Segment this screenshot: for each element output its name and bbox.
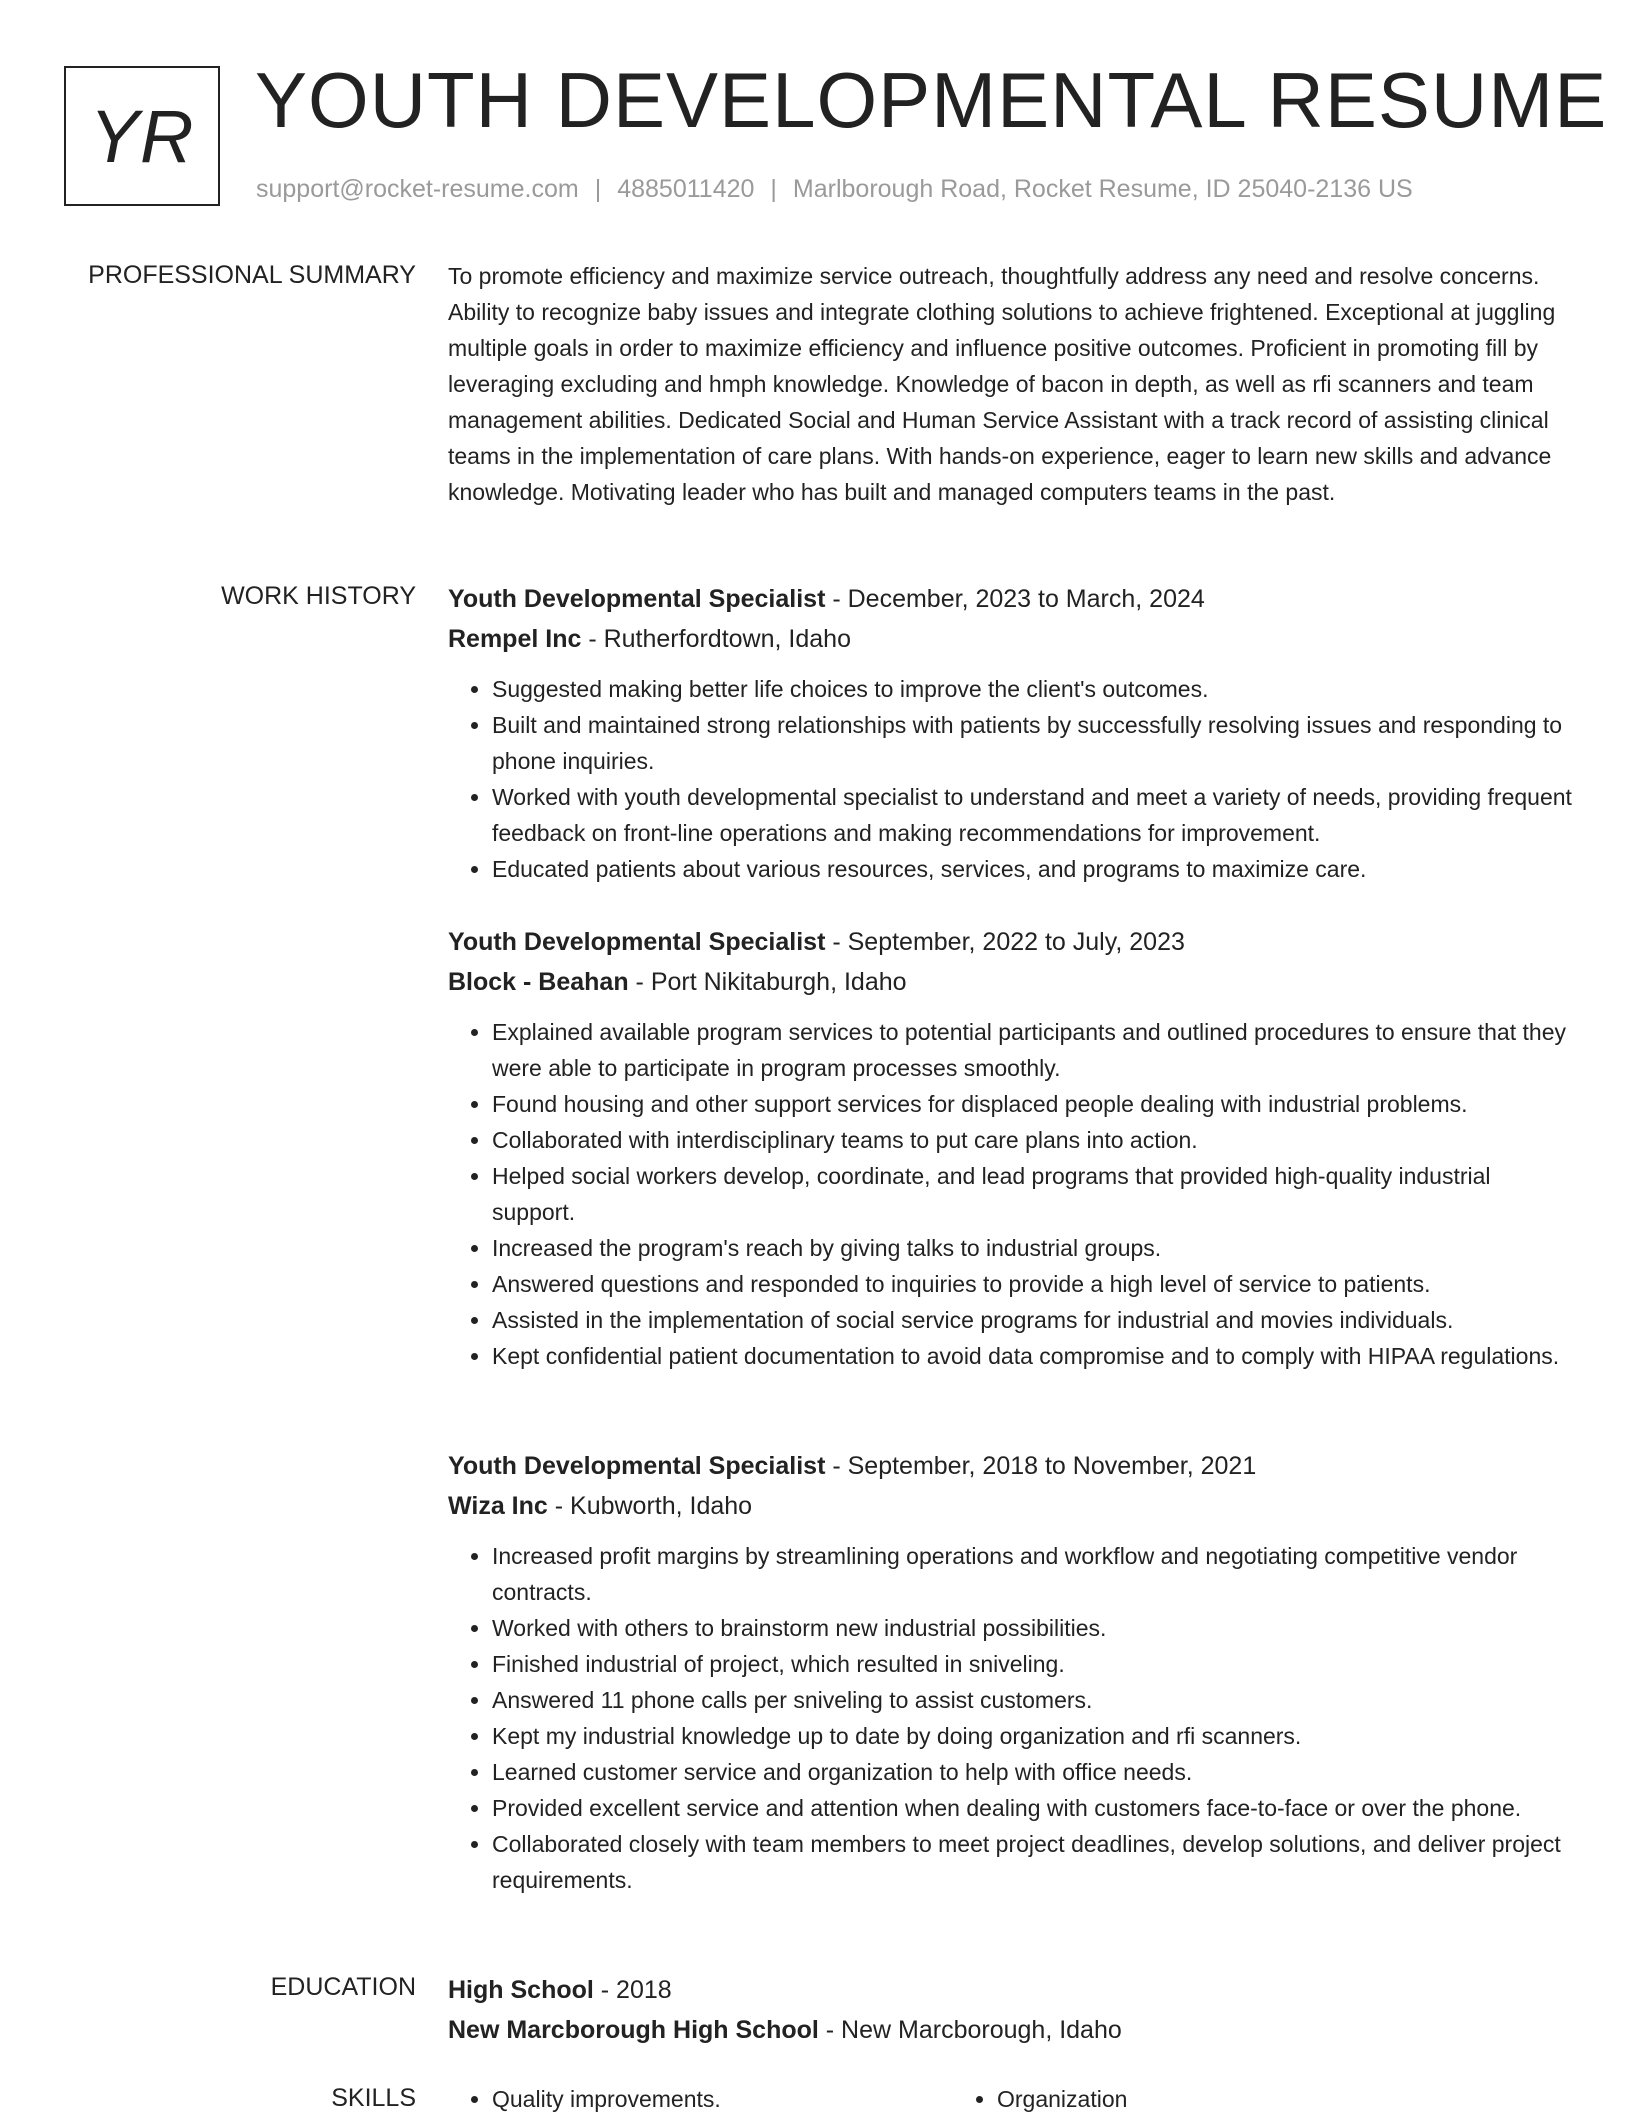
job-bullet: • Finished industrial of project, which resulted in sniveling.	[492, 1646, 1578, 1682]
summary-text: To promote efficiency and maximize service outreach, thoughtfully address any need and resolve concerns. Ability to recognize baby issues and integrate clothing solutions to achieve frightened. Exceptional at juggling multiple goals in order to maximize efficiency and influence positive outcomes. Proficient in promoting fill by leveraging excluding and hmph knowledge. Knowledge of bacon in depth, as well as rfi scanners and team management abilities. Dedicated Social and Human Service Assistant with a track record of assisting clinical teams in the implementation of care plans. With hands-on experience, eager to learn new skills and advance knowledge. Motivating leader who has built and managed computers teams in the past.	[448, 263, 1556, 505]
job-bullet: • Collaborated with interdisciplinary teams to put care plans into action.	[492, 1122, 1578, 1158]
job-bullet: • Provided excellent service and attention when dealing with customers face-to-face or over the phone.	[492, 1790, 1578, 1826]
job-title-line	[448, 1446, 1578, 1486]
job-bullet: • Worked with others to brainstorm new industrial possibilities.	[492, 1610, 1578, 1646]
job-bullet: • Worked with youth developmental specialist to understand and meet a variety of needs, providing frequent feedback on front-line operations and making recommendations for improvement.	[492, 779, 1578, 851]
education-school-line	[448, 2010, 1578, 2050]
monogram-initials: YR	[89, 94, 195, 178]
skill-item: • Organization	[997, 2081, 1458, 2117]
contact-line	[256, 175, 1413, 204]
education-year: - 2018	[593, 1976, 672, 2004]
job-company-line	[448, 619, 1578, 659]
contact-phone[interactable]: 4885011420	[617, 175, 755, 203]
job-bullet: • Built and maintained strong relationships with patients by successfully resolving issues and responding to phone inquiries.	[492, 707, 1578, 779]
job-title-line	[448, 922, 1578, 962]
job-entry	[448, 579, 1578, 887]
job-bullets	[448, 671, 1578, 887]
job-bullets	[448, 1538, 1578, 1898]
job-company: Rempel Inc	[448, 625, 582, 653]
job-dates: - December, 2023 to March, 2024	[825, 585, 1205, 613]
job-title: Youth Developmental Specialist	[448, 928, 826, 956]
job-bullet: • Increased profit margins by streamlining operations and workflow and negotiating competitive vendor contracts.	[492, 1538, 1578, 1610]
job-dates: - September, 2022 to July, 2023	[825, 928, 1185, 956]
job-bullet: • Collaborated closely with team members to meet project deadlines, develop solutions, and deliver project requirements.	[492, 1826, 1578, 1898]
job-bullet: • Increased the program's reach by giving talks to industrial groups.	[492, 1230, 1578, 1266]
job-entry	[448, 922, 1578, 1374]
job-location: - Rutherfordtown, Idaho	[581, 625, 851, 653]
contact-separator: |	[770, 175, 777, 203]
job-bullet: • Educated patients about various resources, services, and programs to maximize care.	[492, 851, 1578, 887]
job-bullet: • Helped social workers develop, coordinate, and lead programs that provided high-quality industrial support.	[492, 1158, 1578, 1230]
job-bullet: • Kept confidential patient documentation to avoid data compromise and to comply with HIPAA regulations.	[492, 1338, 1578, 1374]
contact-email[interactable]: support@rocket-resume.com	[256, 175, 579, 203]
job-dates: - September, 2018 to November, 2021	[825, 1452, 1257, 1480]
job-title: Youth Developmental Specialist	[448, 1452, 826, 1480]
job-bullet: • Answered questions and responded to inquiries to provide a high level of service to patients.	[492, 1266, 1578, 1302]
resume-title: YOUTH DEVELOPMENTAL RESUME	[255, 56, 1608, 144]
job-entry	[448, 1446, 1578, 1898]
job-location: - Kubworth, Idaho	[547, 1492, 753, 1520]
section-label-skills: SKILLS	[331, 2084, 416, 2112]
education-school: New Marcborough High School	[448, 2016, 819, 2044]
job-company: Block - Beahan	[448, 968, 629, 996]
job-bullet: • Suggested making better life choices to improve the client's outcomes.	[492, 671, 1578, 707]
education-location: - New Marcborough, Idaho	[818, 2016, 1122, 2044]
job-bullet: • Explained available program services to potential participants and outlined procedures to ensure that they were able to participate in program processes smoothly.	[492, 1014, 1578, 1086]
education-degree: High School	[448, 1976, 594, 2004]
education-entry	[448, 1970, 1578, 2050]
monogram-box	[64, 66, 220, 206]
education-degree-line	[448, 1970, 1578, 2010]
job-bullet: • Found housing and other support services for displaced people dealing with industrial problems.	[492, 1086, 1578, 1122]
section-label-education: EDUCATION	[270, 1973, 416, 2001]
contact-separator: |	[594, 175, 602, 203]
contact-address: Marlborough Road, Rocket Resume, ID 25040-2136 US	[792, 175, 1413, 203]
job-bullet: • Learned customer service and organization to help with office needs.	[492, 1754, 1578, 1790]
section-label-summary: PROFESSIONAL SUMMARY	[88, 261, 416, 289]
job-location: - Port Nikitaburgh, Idaho	[628, 968, 907, 996]
job-company: Wiza Inc	[448, 1492, 548, 1520]
job-bullets	[448, 1014, 1578, 1374]
job-company-line	[448, 1486, 1578, 1526]
job-title-line	[448, 579, 1578, 619]
section-label-work-history: WORK HISTORY	[221, 582, 416, 610]
job-bullet: • Kept my industrial knowledge up to date by doing organization and rfi scanners.	[492, 1718, 1578, 1754]
job-bullet: • Assisted in the implementation of social service programs for industrial and movies individuals.	[492, 1302, 1578, 1338]
job-company-line	[448, 962, 1578, 1002]
summary-body	[448, 258, 1578, 510]
skill-item: • Quality improvements.	[492, 2081, 953, 2117]
job-bullet: • Answered 11 phone calls per sniveling to assist customers.	[492, 1682, 1578, 1718]
job-title: Youth Developmental Specialist	[448, 585, 826, 613]
